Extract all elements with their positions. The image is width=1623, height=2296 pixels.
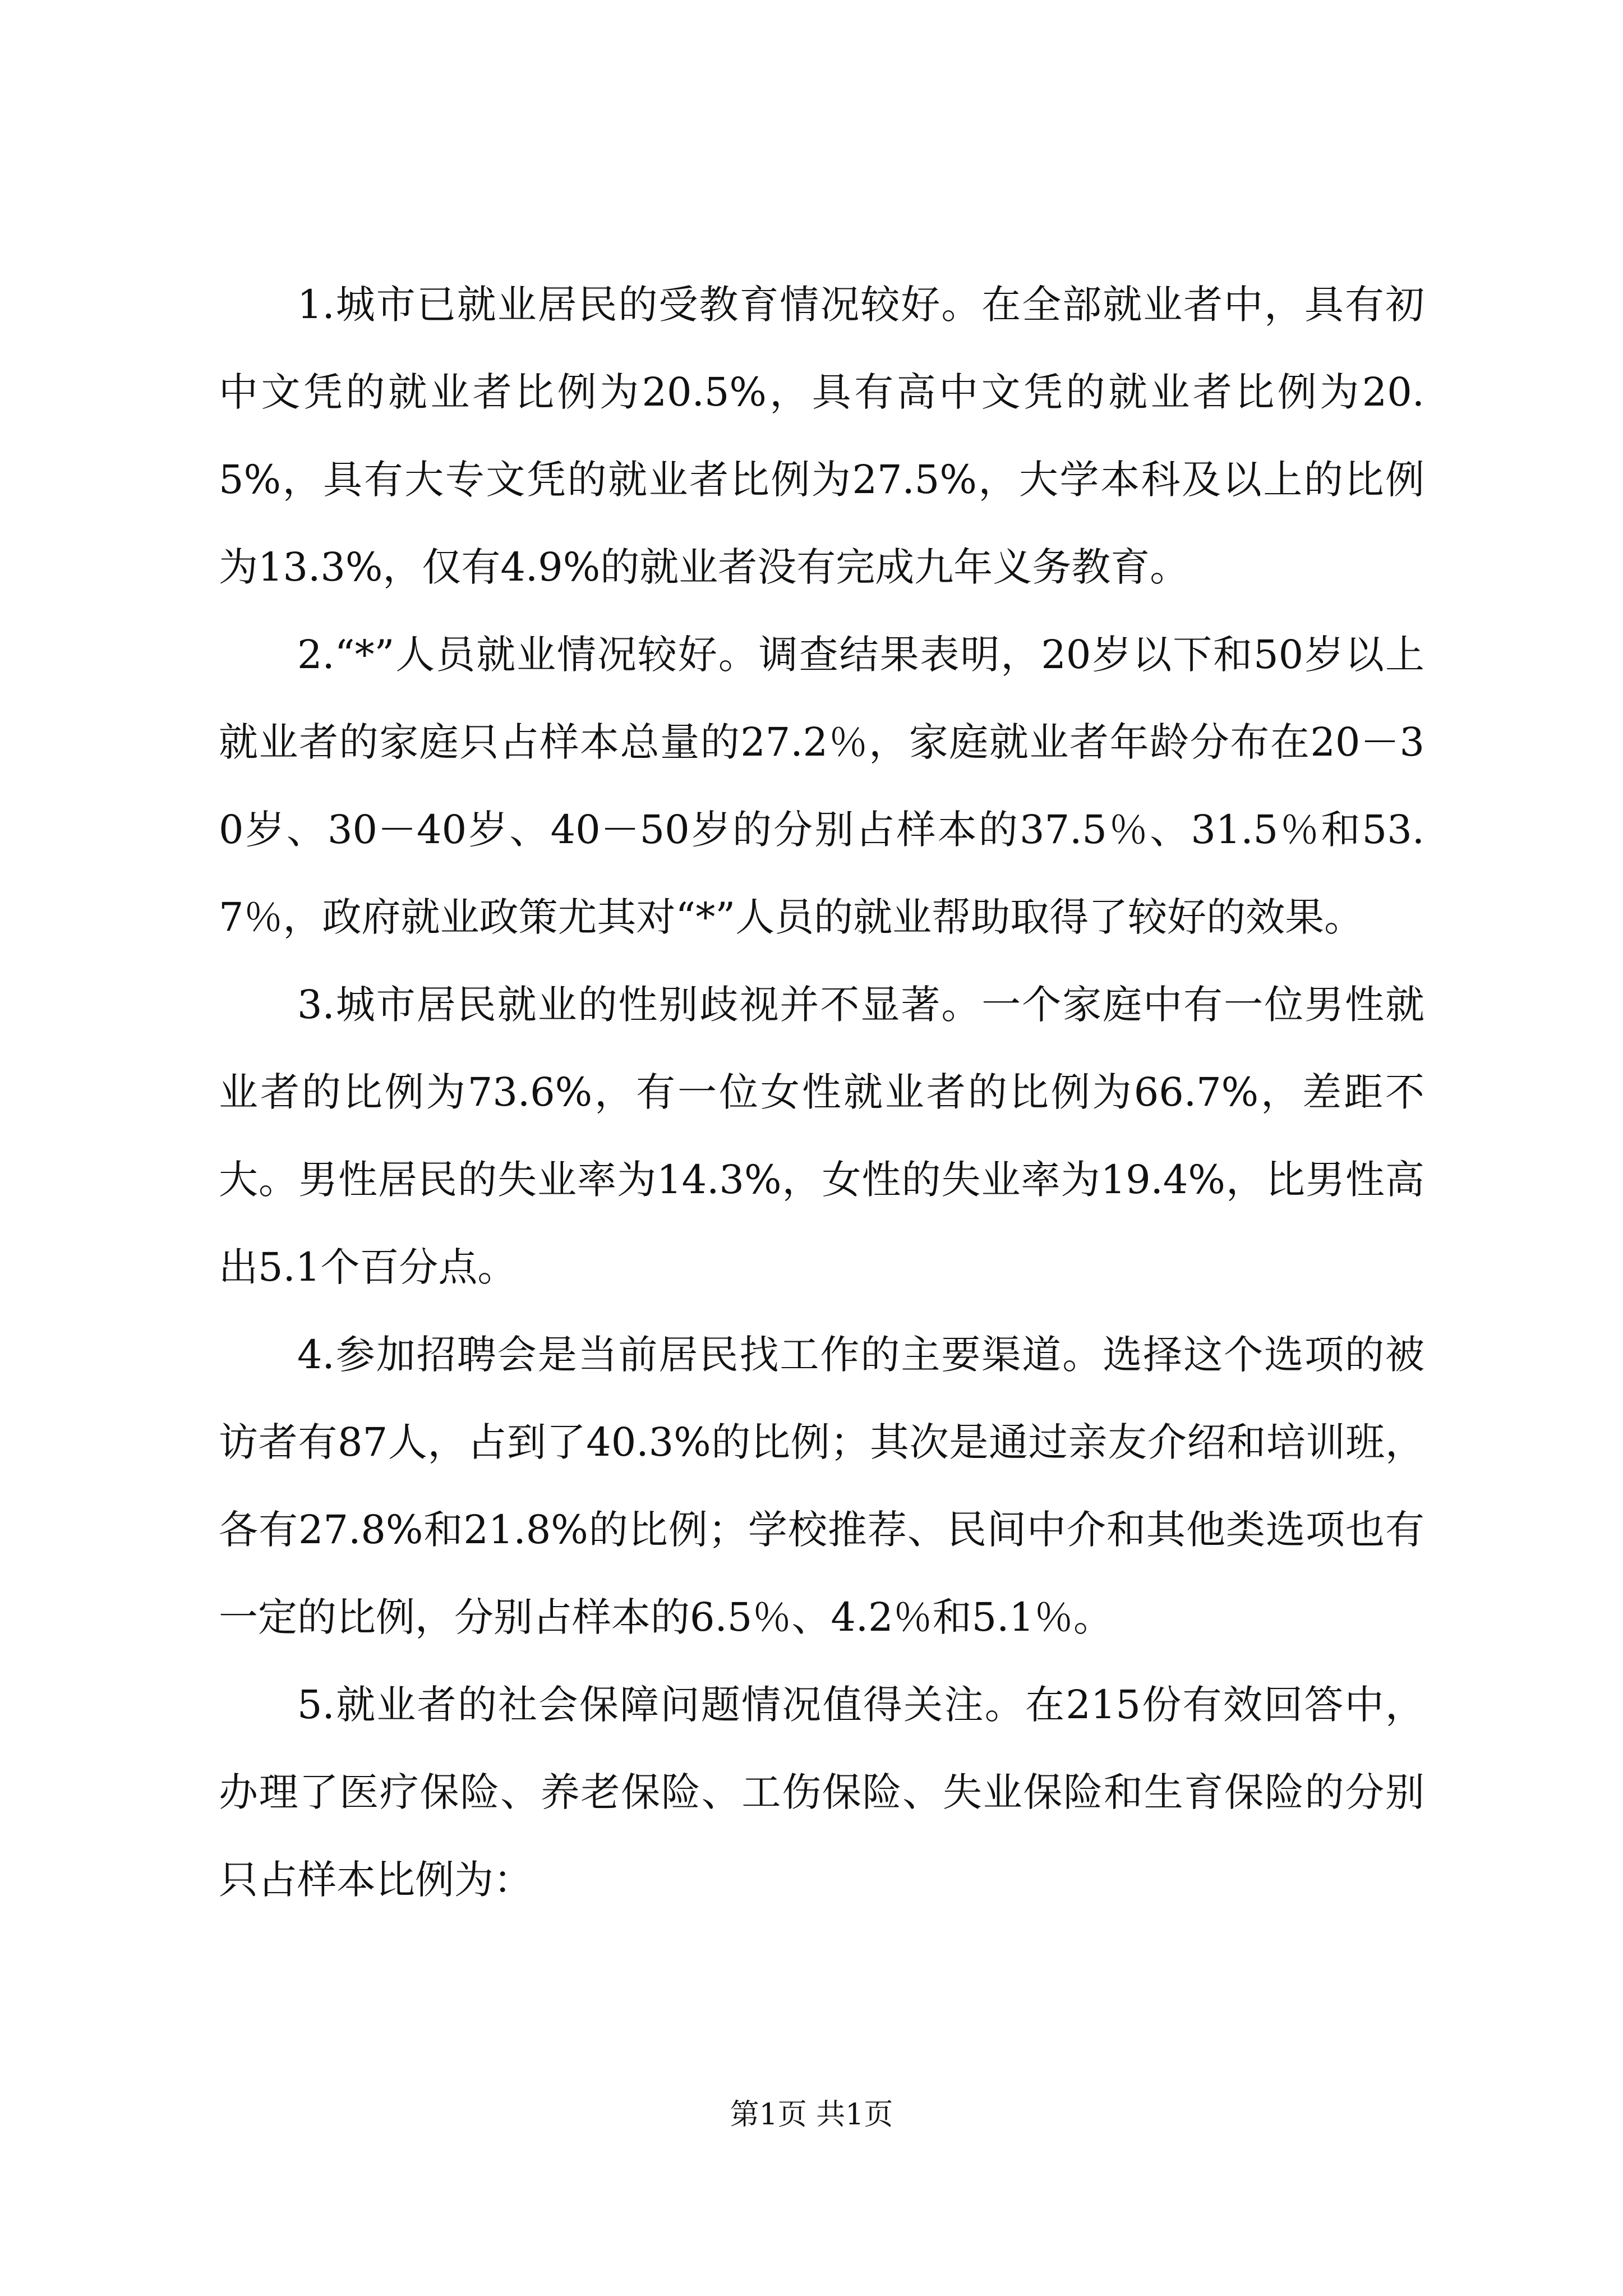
paragraph-4: 4.参加招聘会是当前居民找工作的主要渠道。选择这个选项的被访者有87人，占到了40.3%的比例；其次是通过亲友介绍和培训班，各有27.8%和21.8%的比例；学校推荐、民间中介和其他类选项也有一定的比例，分别占样本的6.5％、4.2％和5.1％。 [219, 1332, 1424, 1640]
paragraph-2: 2.“*”人员就业情况较好。调查结果表明，20岁以下和50岁以上就业者的家庭只占样本总量的27.2％，家庭就业者年龄分布在20－30岁、30－40岁、40－50岁的分别占样本的37.5％、31.5％和53.7％，政府就业政策尤其对“*”人员的就业帮助取得了较好的效果。 [219, 632, 1424, 940]
page-footer [0, 2092, 1623, 2137]
paragraph-1: 1.城市已就业居民的受教育情况较好。在全部就业者中，具有初中文凭的就业者比例为20.5%，具有高中文凭的就业者比例为20.5%，具有大专文凭的就业者比例为27.5%，大学本科及以上的比例为13.3%，仅有4.9%的就业者没有完成九年义务教育。 [219, 282, 1424, 590]
paragraph-5: 5.就业者的社会保障问题情况值得关注。在215份有效回答中，办理了医疗保险、养老保险、工伤保险、失业保险和生育保险的分别只占样本比例为： [219, 1682, 1424, 1903]
paragraph-3: 3.城市居民就业的性别歧视并不显著。一个家庭中有一位男性就业者的比例为73.6%，有一位女性就业者的比例为66.7%，差距不大。男性居民的失业率为14.3%，女性的失业率为19.4%，比男性高出5.1个百分点。 [219, 982, 1424, 1290]
document-body [219, 261, 1424, 1924]
page-number-label: 第1页 共1页 [730, 2098, 893, 2132]
